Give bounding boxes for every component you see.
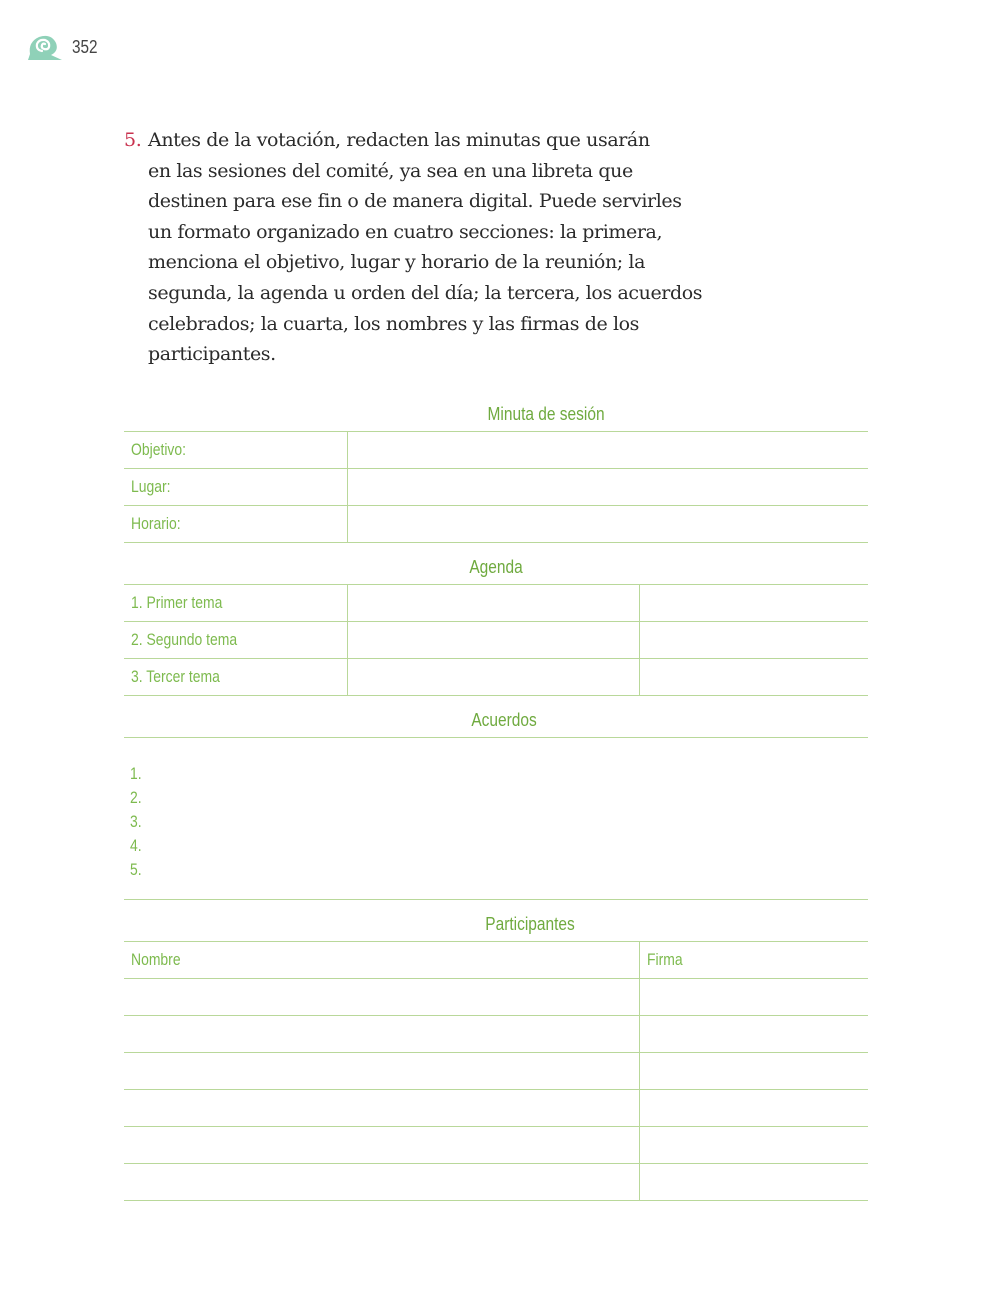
minuta-section-title: Minuta de sesión xyxy=(124,392,868,432)
acuerdos-list[interactable] xyxy=(124,738,868,900)
firma-column-header: Firma xyxy=(647,950,683,969)
agenda-topic-field[interactable] xyxy=(348,585,640,621)
participant-signature-field[interactable] xyxy=(640,1016,868,1052)
participant-row xyxy=(124,979,868,1016)
page-header xyxy=(26,30,102,64)
participant-name-field[interactable] xyxy=(124,1090,640,1126)
participant-signature-field[interactable] xyxy=(640,1090,868,1126)
horario-field[interactable] xyxy=(348,506,868,542)
agenda-notes-field[interactable] xyxy=(640,585,868,621)
instruction-line: segunda, la agenda u orden del día; la tercera, los acuerdos xyxy=(148,281,703,304)
agenda-topic-field[interactable] xyxy=(348,659,640,695)
acuerdos-section-title: Acuerdos xyxy=(124,696,868,738)
lugar-field[interactable] xyxy=(348,469,868,505)
horario-label: Horario: xyxy=(124,506,348,542)
agenda-notes-field[interactable] xyxy=(640,622,868,658)
acuerdo-item: 1. xyxy=(130,764,142,783)
participant-signature-field[interactable] xyxy=(640,979,868,1015)
participantes-header-row xyxy=(124,942,868,979)
instruction-number: 5. xyxy=(124,129,142,151)
agenda-notes-field[interactable] xyxy=(640,659,868,695)
acuerdo-item: 5. xyxy=(130,860,142,879)
participant-name-field[interactable] xyxy=(124,1053,640,1089)
snail-icon xyxy=(26,32,64,62)
instruction-paragraph xyxy=(124,125,703,370)
agenda-topic-label: 2. Segundo tema xyxy=(124,622,348,658)
acuerdo-item: 4. xyxy=(130,836,142,855)
participant-row xyxy=(124,1127,868,1164)
instruction-line: en las sesiones del comité, ya sea en una libreta que xyxy=(148,159,633,182)
participant-signature-field[interactable] xyxy=(640,1164,868,1200)
objetivo-field[interactable] xyxy=(348,432,868,468)
participant-row xyxy=(124,1016,868,1053)
participant-row xyxy=(124,1053,868,1090)
instruction-line: participantes. xyxy=(148,343,276,366)
instruction-line: un formato organizado en cuatro secciones: la primera, xyxy=(148,220,663,243)
agenda-row xyxy=(124,622,868,659)
agenda-topic-field[interactable] xyxy=(348,622,640,658)
participant-name-field[interactable] xyxy=(124,979,640,1015)
participant-signature-field[interactable] xyxy=(640,1127,868,1163)
page-number: 352 xyxy=(72,36,98,57)
participant-name-field[interactable] xyxy=(124,1164,640,1200)
agenda-section-title: Agenda xyxy=(124,543,868,585)
lugar-label: Lugar: xyxy=(124,469,348,505)
instruction-line: Antes de la votación, redacten las minutas que usarán xyxy=(148,129,650,151)
instruction-line: destinen para ese fin o de manera digital. Puede servirles xyxy=(148,190,682,213)
participant-row xyxy=(124,1164,868,1201)
participant-name-field[interactable] xyxy=(124,1127,640,1163)
agenda-topic-label: 3. Tercer tema xyxy=(124,659,348,695)
instruction-line: celebrados; la cuarta, los nombres y las firmas de los xyxy=(148,312,640,335)
acuerdo-item: 2. xyxy=(130,788,142,807)
minutes-form xyxy=(124,392,868,1201)
instruction-line: menciona el objetivo, lugar y horario de la reunión; la xyxy=(148,251,646,274)
acuerdo-item: 3. xyxy=(130,812,142,831)
participant-signature-field[interactable] xyxy=(640,1053,868,1089)
objetivo-label: Objetivo: xyxy=(124,432,348,468)
minuta-row-lugar xyxy=(124,469,868,506)
nombre-column-header: Nombre xyxy=(124,942,640,978)
participant-row xyxy=(124,1090,868,1127)
agenda-topic-label: 1. Primer tema xyxy=(124,585,348,621)
agenda-row xyxy=(124,659,868,696)
agenda-row xyxy=(124,585,868,622)
participantes-section-title: Participantes xyxy=(124,900,868,942)
participant-name-field[interactable] xyxy=(124,1016,640,1052)
minuta-row-horario xyxy=(124,506,868,543)
minuta-row-objetivo xyxy=(124,432,868,469)
